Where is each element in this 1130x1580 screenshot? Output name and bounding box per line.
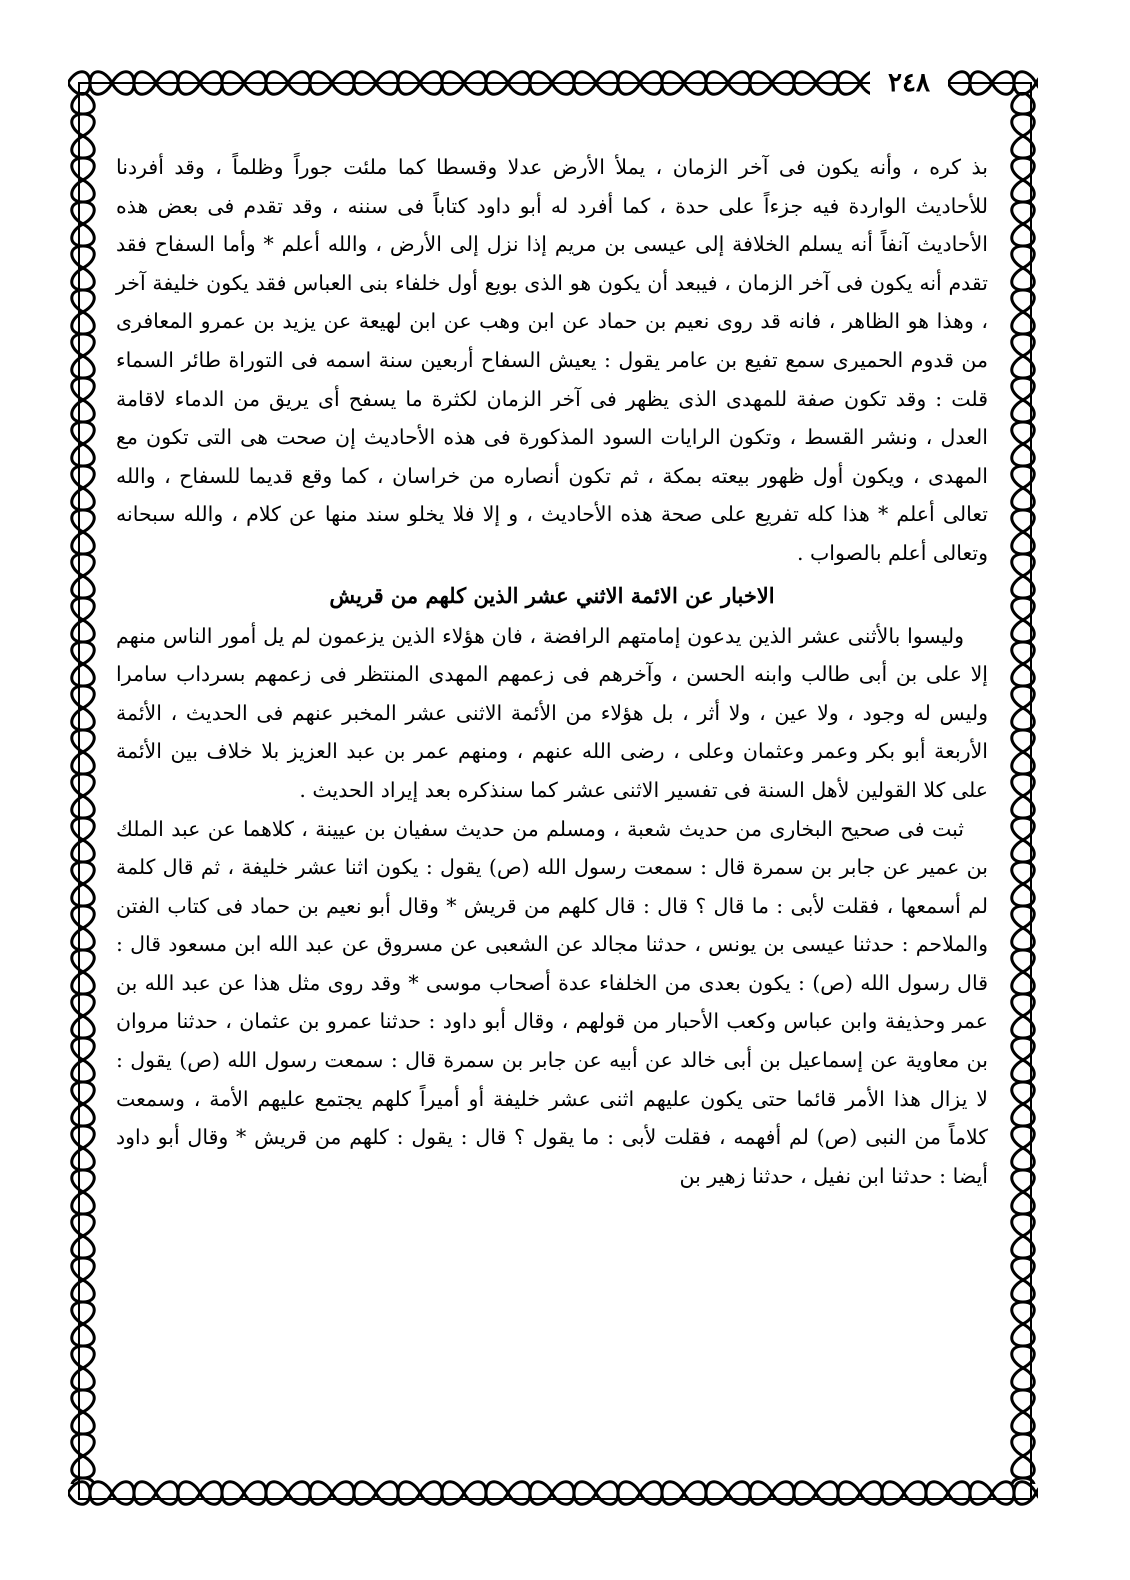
ornamental-border-right <box>1006 92 1040 1484</box>
ornamental-border-left <box>66 92 100 1484</box>
paragraph: ثبت فى صحيح البخارى من حديث شعبة ، ومسلم من حديث سفيان بن عيينة ، كلاهما عن عبد الملك بن عمير عن جابر بن سمرة قال : سمعت رسول الله (ص) يقول : يكون اثنا عشر خليفة ، ثم قال كلمة لم أسمعها ، فقلت لأبى : ما قال ؟ قال : قال كلهم من قريش * وقال أبو نعيم بن حماد فى كتاب الفتن والملاحم : حدثنا عيسى بن يونس ، حدثنا مجالد عن الشعبى عن مسروق عن عبد الله ابن مسعود قال : قال رسول الله (ص) : يكون بعدى من الخلفاء عدة أصحاب موسى * وقد روى مثل هذا عن عبد الله بن عمر وحذيفة وابن عباس وكعب الأحبار من قولهم ، وقال أبو داود : حدثنا عمرو بن عثمان ، حدثنا مروان بن معاوية عن إسماعيل بن أبى خالد عن أبيه عن جابر بن سمرة قال : سمعت رسول الله (ص) يقول : لا يزال هذا الأمر قائما حتى يكون عليهم اثنى عشر خليفة أو أميراً كلهم يجتمع عليهم الأمة ، وسمعت كلاماً من النبى (ص) لم أفهمه ، فقلت لأبى : ما يقول ؟ قال : يقول : كلهم من قريش * وقال أبو داود أيضا : حدثنا ابن نفيل ، حدثنا زهير بن <box>116 816 988 1188</box>
page-body <box>116 148 988 1195</box>
section-heading: الاخبار عن الائمة الاثني عشر الذين كلهم من قريش <box>329 582 775 608</box>
ornamental-border-bottom <box>68 1476 1038 1510</box>
paragraph: وليسوا بالأثنى عشر الذين يدعون إمامتهم الرافضة ، فان هؤلاء الذين يزعمون لم يل أمور الناس منهم إلا على بن أبى طالب وابنه الحسن ، وآخرهم فى زعمهم المهدى المنتظر فى زعمهم بسرداب سامرا وليس له وجود ، ولا عين ، ولا أثر ، بل هؤلاء من الأئمة الاثنى عشر المخبر عنهم فى الحديث ، الأئمة الأربعة أبو بكر وعمر وعثمان وعلى ، رضى الله عنهم ، ومنهم عمر بن عبد العزيز بلا خلاف بين الأئمة على كلا القولين لأهل السنة فى تفسير الاثنى عشر كما سنذكره بعد إيراد الحديث . <box>116 623 988 802</box>
paragraph: بذ كره ، وأنه يكون فى آخر الزمان ، يملأ الأرض عدلا وقسطا كما ملئت جوراً وظلماً ، وقد أفردنا للأحاديث الواردة فيه جزءاً على حدة ، كما أفرد له أبو داود كتاباً فى سننه ، وقد تقدم فى بعض هذه الأحاديث آنفاً أنه يسلم الخلافة إلى عيسى بن مريم إذا نزل إلى الأرض ، والله أعلم * وأما السفاح فقد تقدم أنه يكون فى آخر الزمان ، فيبعد أن يكون هو الذى بويع أول خلفاء بنى العباس فقد يكون خليفة آخر ، وهذا هو الظاهر ، فانه قد روى نعيم بن حماد عن ابن وهب عن ابن لهيعة عن يزيد بن عمرو المعافرى من قدوم الحميرى سمع تفيع بن عامر يقول : يعيش السفاح أربعين سنة اسمه فى التوراة طائر السماء قلت : وقد تكون صفة للمهدى الذى يظهر فى آخر الزمان لكثرة ما يسفح أى يريق من الدماء لاقامة العدل ، ونشر القسط ، وتكون الرايات السود المذكورة فى هذه الأحاديث إن صحت هى التى تكون مع المهدى ، ويكون أول ظهور بيعته بمكة ، ثم تكون أنصاره من خراسان ، كما وقع قديما للسفاح ، والله تعالى أعلم * هذا كله تفريع على صحة هذه الأحاديث ، و إلا فلا يخلو سند منها عن كلام ، والله سبحانه وتعالى أعلم بالصواب . <box>116 155 988 565</box>
page-number: ٢٤٨ <box>870 66 948 100</box>
